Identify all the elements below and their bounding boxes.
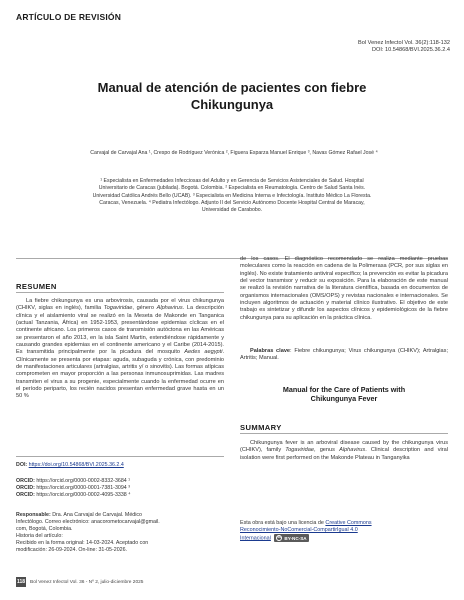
author-list: Carvajal de Carvajal Ana ¹, Crespo de Rodríguez Verónica ², Figuera Esparza Manuel Enrique ³, Navas Gómez Rafael José ⁴ — [90, 150, 378, 156]
footer-citation: Bol Venez Infectol Vol. 36 - Nº 2, julio-diciembre 2025 — [30, 580, 144, 585]
summary-heading: SUMMARY — [240, 423, 282, 432]
license-link[interactable]: Creative Commons — [325, 520, 372, 526]
summary-rule — [240, 433, 448, 434]
journal-reference — [358, 40, 450, 55]
resumen-heading: RESUMEN — [16, 282, 57, 291]
license-link[interactable]: Internacional — [240, 535, 271, 542]
orcid-block — [16, 478, 224, 499]
orcid-line[interactable]: ORCID: https://orcid.org/0000-0002-4095-3338 ⁴ — [16, 492, 131, 498]
summary-paragraph: Chikungunya fever is an arboviral disease caused by the chikungunya virus (CHIKV), family Togaviridae, genus Alphavirus. Clinical description and viral isolation were first performed on the Makonde Plateau in Tanganyika — [240, 440, 449, 461]
journal-citation: Bol Venez Infectol Vol. 36(2):118-132 — [358, 40, 450, 46]
cc-icon: cc — [277, 535, 282, 540]
correspondence-block: Responsable: Dra. Ana Carvajal de Carvajal. Médico Infectólogo. Correo electrónico: anacorometocarvajal@gmail. com, Bogotá, Colombia. Historia del artículo: Recibido en la forma original: 14-03-2024. Aceptado con modificación: 26-09-2024. On-line: 31-05-2026. — [16, 512, 160, 553]
page-number: 118 — [16, 579, 26, 585]
english-title: Manual for the Care of Patients with Chikungunya Fever — [282, 385, 406, 403]
resumen-paragraph-1: La fiebre chikungunya es una arbovirosis, causada por el virus chikungunya (CHIKV, siglas en inglés), familia Togaviridae, género Alphavirus. La descripción clínica y el aislamiento viral se realizó en la Meseta de Makonde en Tanganica (actual Tanzania, África) en 1952-1953, presentándose epidemias cíclicas en el continente africano. Los primeros casos de transmisión autóctona en las Américas se presentaron el año 2013, en la isla Saint Martin, extendiéndose rápidamente y causando grandes epidemias en el continente americano y el Caribe (2014-2015). Es transmitida principalmente por la picadura del mosquito Aedes aegypti. Clínicamente se presenta por etapas: aguda, subaguda y crónica, con predominio de manifestaciones articulares (artralgias, artritis y/ o sinovitis). Las formas atípicas comprometen en mayor proporción a las personas inmunosuprimidas. Las madres transmiten el virus a su progenie, especialmente cuando la enfermedad ocurre en el período periparto, los recién nacidos presentan enfermedad grave hasta en un 50 % — [16, 298, 225, 400]
meta-rule — [16, 456, 224, 457]
resumen-paragraph-2: de los casos. El diagnóstico recomendado se realiza mediante pruebas moleculares como la reacción en cadena de la Polimerasa (PCR, por sus siglas en inglés). No existe tratamiento antiviral específico; la prevención es evitar la picadura del vector transmisor y reducir su exposición. Para la elaboración de este manual se realizó la revisión narrativa de la literatura científica, basada en documentos de organismos internacionales (OMS/OPS) y revistas nacionales e internacionales. Se incluyen algoritmos de actuación y material clínico ilustrativo. El objetivo de este trabajo es sintetizar y difundir los aspectos clínicos y epidemiológicos de la fiebre chikungunya para su aplicación en la práctica clínica. — [240, 256, 449, 321]
doi-link[interactable]: https://doi.org/10.54868/BVI.2025.36.2.4 — [28, 462, 124, 468]
license-link[interactable]: Reconocimiento-NoComercial-CompartirIgual 4.0 — [240, 527, 358, 533]
article-title: Manual de atención de pacientes con fiebre Chikungunya — [97, 80, 367, 112]
orcid-line[interactable]: ORCID: https://orcid.org/0000-0002-8332-3684 ¹ — [16, 478, 130, 484]
keywords: Palabras clave: Fiebre chikungunya; Virus chikungunya (CHIKV); Artralgias; Artritis; Manual. — [240, 348, 449, 362]
doi-block: DOI: https://doi.org/10.54868/BVI.2025.36.2.4 — [16, 462, 124, 468]
affiliations: ¹ Especialista en Enfermedades Infecciosas del Adulto y en Gerencia de Servicios Asistenciales de Salud. Hospital Universitario de Caracas (jubilada). Bogotá. Colombia. ² Especialista en Reumatología. Centro de Salud Santa Inés. Universidad Católica Andrés Bello (UCAB). ³ Especialista en Medicina Interna e Infectología. Instituto Médico La Floresta. Caracas, Venezuela. ⁴ Pediatra Infectólogo. Adjunto II del Servicio Autónomo Docente Hospital Central de Maracay, Universidad de Carabobo. — [92, 178, 372, 214]
cc-license-badge[interactable]: cc BY-NC-SA — [274, 534, 308, 542]
section-tag: ARTÍCULO DE REVISIÓN — [16, 12, 122, 22]
license-notice: Esta obra está bajo una licencia de Creative Commons Reconocimiento-NoComercial-CompartirIgual 4.0 Internacional cc BY-NC-SA — [240, 520, 372, 542]
orcid-line[interactable]: ORCID: https://orcid.org/0000-0001-7381-3094 ³ — [16, 485, 130, 491]
resumen-rule — [16, 292, 224, 293]
journal-doi: DOI: 10.54868/BVI.2025.36.2.4 — [371, 47, 450, 54]
